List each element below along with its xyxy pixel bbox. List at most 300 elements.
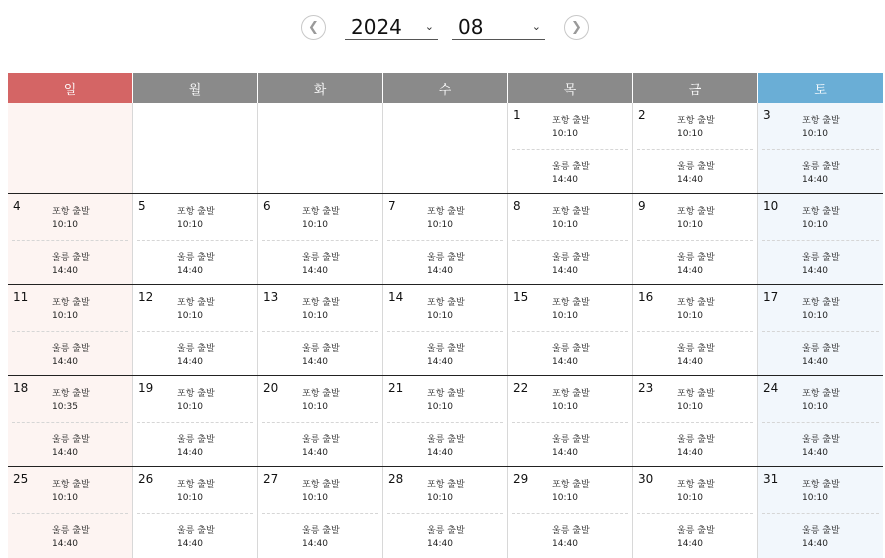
- slot-divider: [12, 331, 128, 332]
- departure-label: 울릉 출발: [302, 526, 340, 536]
- year-value: 2024: [351, 14, 402, 39]
- day-number: 21: [388, 381, 404, 395]
- calendar-week: [8, 467, 883, 558]
- departure-label: 포항 출발: [677, 116, 715, 126]
- day-number: 16: [638, 290, 654, 304]
- slot-divider: [512, 240, 628, 241]
- departure-label: 포항 출발: [552, 298, 590, 308]
- weekday-thu: 목: [508, 73, 633, 103]
- departure-time: 14:40: [677, 175, 703, 185]
- empty-day-cell: [258, 103, 383, 193]
- departure-label: 포항 출발: [677, 480, 715, 490]
- departure-slot: [177, 343, 215, 369]
- day-number: 23: [638, 381, 654, 395]
- day-number: 24: [763, 381, 779, 395]
- departure-label: 울릉 출발: [177, 435, 215, 445]
- departure-time: 10:10: [677, 129, 703, 139]
- departure-time: 14:40: [302, 539, 328, 549]
- day-number: 27: [263, 472, 279, 486]
- departure-slot: [552, 343, 590, 369]
- departure-time: 14:40: [52, 266, 78, 276]
- departure-time: 14:40: [552, 266, 578, 276]
- day-number: 26: [138, 472, 154, 486]
- slot-divider: [137, 513, 253, 514]
- departure-label: 포항 출발: [52, 389, 90, 399]
- day-number: 1: [513, 108, 521, 122]
- departure-label: 울릉 출발: [302, 435, 340, 445]
- departure-time: 14:40: [177, 448, 203, 458]
- departure-time: 10:10: [552, 311, 578, 321]
- departure-slot: [552, 525, 590, 551]
- day-number: 9: [638, 199, 646, 213]
- departure-time: 10:10: [552, 402, 578, 412]
- calendar-week: [8, 376, 883, 467]
- departure-time: 10:10: [52, 311, 78, 321]
- departure-time: 14:40: [802, 175, 828, 185]
- departure-slot: [52, 525, 90, 551]
- departure-time: 10:10: [677, 402, 703, 412]
- departure-slot: [677, 206, 715, 232]
- departure-label: 포항 출발: [552, 207, 590, 217]
- departure-label: 울릉 출발: [52, 435, 90, 445]
- departure-slot: [802, 434, 840, 460]
- departure-label: 포항 출발: [677, 207, 715, 217]
- day-cell[interactable]: [383, 285, 508, 375]
- day-cell[interactable]: [383, 467, 508, 558]
- departure-time: 10:10: [177, 220, 203, 230]
- departure-time: 10:10: [427, 311, 453, 321]
- departure-label: 포항 출발: [177, 207, 215, 217]
- departure-slot: [427, 297, 465, 323]
- departure-time: 14:40: [552, 175, 578, 185]
- departure-label: 포항 출발: [302, 298, 340, 308]
- departure-time: 14:40: [802, 266, 828, 276]
- slot-divider: [387, 513, 503, 514]
- departure-slot: [52, 206, 90, 232]
- departure-time: 10:10: [302, 493, 328, 503]
- departure-slot: [802, 525, 840, 551]
- departure-time: 10:10: [677, 493, 703, 503]
- departure-label: 울릉 출발: [427, 253, 465, 263]
- departure-label: 울릉 출발: [177, 344, 215, 354]
- day-cell[interactable]: [258, 376, 383, 466]
- day-number: 3: [763, 108, 771, 122]
- departure-time: 14:40: [52, 539, 78, 549]
- departure-slot: [677, 479, 715, 505]
- day-cell[interactable]: [633, 103, 758, 193]
- departure-slot: [677, 161, 715, 187]
- departure-time: 14:40: [302, 448, 328, 458]
- slot-divider: [512, 331, 628, 332]
- day-number: 7: [388, 199, 396, 213]
- departure-slot: [52, 252, 90, 278]
- departure-slot: [177, 297, 215, 323]
- day-cell[interactable]: [383, 194, 508, 284]
- departure-slot: [177, 252, 215, 278]
- calendar-week: [8, 285, 883, 376]
- departure-slot: [52, 343, 90, 369]
- departure-time: 14:40: [427, 357, 453, 367]
- departure-time: 14:40: [677, 539, 703, 549]
- departure-label: 포항 출발: [802, 480, 840, 490]
- day-number: 19: [138, 381, 154, 395]
- departure-label: 울릉 출발: [552, 435, 590, 445]
- departure-label: 포항 출발: [52, 207, 90, 217]
- departure-time: 14:40: [427, 266, 453, 276]
- departure-time: 10:10: [802, 220, 828, 230]
- departure-label: 울릉 출발: [677, 162, 715, 172]
- departure-label: 울릉 출발: [427, 344, 465, 354]
- departure-slot: [802, 479, 840, 505]
- departure-slot: [177, 206, 215, 232]
- day-number: 29: [513, 472, 529, 486]
- departure-label: 울릉 출발: [677, 344, 715, 354]
- departure-slot: [427, 434, 465, 460]
- departure-slot: [552, 115, 590, 141]
- departure-slot: [177, 388, 215, 414]
- departure-label: 울릉 출발: [427, 435, 465, 445]
- slot-divider: [137, 422, 253, 423]
- departure-label: 울릉 출발: [552, 253, 590, 263]
- slot-divider: [387, 331, 503, 332]
- slot-divider: [12, 240, 128, 241]
- departure-time: 14:40: [552, 539, 578, 549]
- calendar-week: [8, 194, 883, 285]
- departure-time: 14:40: [427, 448, 453, 458]
- departure-time: 10:10: [177, 493, 203, 503]
- departure-time: 14:40: [177, 266, 203, 276]
- departure-label: 울릉 출발: [177, 253, 215, 263]
- departure-label: 울릉 출발: [677, 526, 715, 536]
- departure-label: 포항 출발: [677, 298, 715, 308]
- day-cell[interactable]: [133, 285, 258, 375]
- departure-time: 10:10: [802, 402, 828, 412]
- departure-slot: [177, 479, 215, 505]
- departure-time: 14:40: [802, 357, 828, 367]
- departure-time: 14:40: [52, 448, 78, 458]
- day-cell[interactable]: [633, 285, 758, 375]
- departure-time: 14:40: [177, 539, 203, 549]
- departure-label: 포항 출발: [52, 298, 90, 308]
- departure-slot: [52, 434, 90, 460]
- departure-label: 포항 출발: [427, 298, 465, 308]
- slot-divider: [762, 240, 879, 241]
- departure-slot: [677, 252, 715, 278]
- departure-time: 14:40: [52, 357, 78, 367]
- slot-divider: [512, 513, 628, 514]
- departure-slot: [427, 388, 465, 414]
- departure-label: 울릉 출발: [302, 344, 340, 354]
- departure-slot: [552, 434, 590, 460]
- day-cell[interactable]: [508, 376, 633, 466]
- slot-divider: [262, 331, 378, 332]
- chevron-down-icon: ⌄: [531, 20, 541, 33]
- slot-divider: [637, 240, 753, 241]
- departure-time: 10:10: [302, 220, 328, 230]
- departure-slot: [427, 252, 465, 278]
- departure-time: 14:40: [427, 539, 453, 549]
- slot-divider: [137, 240, 253, 241]
- departure-time: 10:10: [802, 311, 828, 321]
- departure-time: 10:35: [52, 402, 78, 412]
- prev-month-button[interactable]: [301, 15, 326, 40]
- day-number: 14: [388, 290, 404, 304]
- departure-slot: [552, 388, 590, 414]
- departure-label: 포항 출발: [552, 116, 590, 126]
- departure-slot: [802, 297, 840, 323]
- chevron-down-icon: ⌄: [424, 20, 434, 33]
- departure-time: 10:10: [677, 220, 703, 230]
- day-number: 31: [763, 472, 779, 486]
- departure-slot: [677, 115, 715, 141]
- departure-time: 10:10: [427, 402, 453, 412]
- departure-slot: [677, 343, 715, 369]
- month-value: 08: [458, 14, 484, 39]
- departure-slot: [552, 206, 590, 232]
- day-number: 22: [513, 381, 529, 395]
- day-cell[interactable]: [758, 467, 883, 558]
- day-number: 30: [638, 472, 654, 486]
- day-cell[interactable]: [758, 194, 883, 284]
- departure-label: 포항 출발: [427, 207, 465, 217]
- month-navigation: [0, 0, 885, 60]
- departure-time: 14:40: [802, 539, 828, 549]
- departure-label: 포항 출발: [427, 480, 465, 490]
- departure-label: 포항 출발: [302, 207, 340, 217]
- weekday-sat: 토: [758, 73, 883, 103]
- slot-divider: [262, 422, 378, 423]
- weekday-header: [8, 73, 883, 103]
- departure-slot: [52, 388, 90, 414]
- departure-slot: [177, 525, 215, 551]
- departure-label: 울릉 출발: [677, 253, 715, 263]
- departure-time: 10:10: [427, 493, 453, 503]
- departure-time: 14:40: [677, 357, 703, 367]
- departure-slot: [52, 479, 90, 505]
- day-cell[interactable]: [633, 376, 758, 466]
- day-cell[interactable]: [133, 376, 258, 466]
- departure-slot: [802, 115, 840, 141]
- departure-slot: [427, 206, 465, 232]
- departure-label: 울릉 출발: [802, 344, 840, 354]
- day-cell[interactable]: [508, 194, 633, 284]
- departure-slot: [677, 297, 715, 323]
- slot-divider: [262, 240, 378, 241]
- departure-label: 울릉 출발: [802, 435, 840, 445]
- day-cell[interactable]: [508, 103, 633, 193]
- departure-slot: [552, 252, 590, 278]
- departure-time: 10:10: [52, 493, 78, 503]
- day-cell[interactable]: [258, 467, 383, 558]
- departure-label: 포항 출발: [802, 207, 840, 217]
- day-cell[interactable]: [8, 376, 133, 466]
- departure-time: 14:40: [552, 357, 578, 367]
- departure-label: 포항 출발: [177, 480, 215, 490]
- departure-label: 울릉 출발: [302, 253, 340, 263]
- day-number: 11: [13, 290, 29, 304]
- departure-label: 울릉 출발: [552, 162, 590, 172]
- day-number: 10: [763, 199, 779, 213]
- departure-label: 포항 출발: [302, 389, 340, 399]
- departure-time: 14:40: [677, 266, 703, 276]
- departure-slot: [677, 388, 715, 414]
- departure-slot: [302, 525, 340, 551]
- slot-divider: [637, 422, 753, 423]
- day-number: 25: [13, 472, 29, 486]
- departure-label: 포항 출발: [677, 389, 715, 399]
- day-cell[interactable]: [8, 285, 133, 375]
- day-number: 6: [263, 199, 271, 213]
- departure-slot: [677, 525, 715, 551]
- departure-label: 울릉 출발: [552, 526, 590, 536]
- slot-divider: [512, 422, 628, 423]
- calendar-week: [8, 103, 883, 194]
- day-cell[interactable]: [758, 103, 883, 193]
- departure-slot: [427, 525, 465, 551]
- departure-label: 포항 출발: [52, 480, 90, 490]
- departure-label: 포항 출발: [802, 389, 840, 399]
- chevron-left-icon: ❮: [308, 20, 319, 35]
- departure-label: 포항 출발: [552, 480, 590, 490]
- departure-slot: [802, 388, 840, 414]
- departure-time: 14:40: [302, 357, 328, 367]
- day-cell[interactable]: [8, 194, 133, 284]
- departure-label: 포항 출발: [802, 116, 840, 126]
- departure-label: 울릉 출발: [802, 253, 840, 263]
- departure-time: 10:10: [177, 311, 203, 321]
- day-number: 5: [138, 199, 146, 213]
- departure-slot: [427, 479, 465, 505]
- empty-day-cell: [133, 103, 258, 193]
- day-cell[interactable]: [258, 285, 383, 375]
- month-select[interactable]: [452, 14, 545, 40]
- day-cell[interactable]: [508, 285, 633, 375]
- calendar-weeks: [8, 103, 883, 558]
- departure-label: 울릉 출발: [802, 162, 840, 172]
- day-number: 12: [138, 290, 154, 304]
- departure-slot: [302, 297, 340, 323]
- next-month-button[interactable]: [564, 15, 589, 40]
- empty-day-cell: [8, 103, 133, 193]
- slot-divider: [137, 331, 253, 332]
- departure-slot: [552, 479, 590, 505]
- departure-slot: [677, 434, 715, 460]
- weekday-fri: 금: [633, 73, 758, 103]
- day-cell[interactable]: [758, 376, 883, 466]
- day-number: 2: [638, 108, 646, 122]
- day-cell[interactable]: [8, 467, 133, 558]
- departure-slot: [552, 297, 590, 323]
- day-number: 13: [263, 290, 279, 304]
- departure-slot: [302, 388, 340, 414]
- day-cell[interactable]: [133, 194, 258, 284]
- departure-slot: [177, 434, 215, 460]
- day-cell[interactable]: [508, 467, 633, 558]
- slot-divider: [762, 331, 879, 332]
- day-number: 8: [513, 199, 521, 213]
- day-number: 17: [763, 290, 779, 304]
- departure-time: 14:40: [552, 448, 578, 458]
- departure-slot: [52, 297, 90, 323]
- weekday-wed: 수: [383, 73, 508, 103]
- departure-slot: [552, 161, 590, 187]
- slot-divider: [637, 331, 753, 332]
- departure-time: 10:10: [802, 129, 828, 139]
- departure-slot: [302, 343, 340, 369]
- departure-slot: [302, 434, 340, 460]
- day-number: 28: [388, 472, 404, 486]
- weekday-sun: 일: [8, 73, 133, 103]
- year-select[interactable]: [345, 14, 438, 40]
- departure-label: 울릉 출발: [427, 526, 465, 536]
- day-cell[interactable]: [383, 376, 508, 466]
- chevron-right-icon: ❯: [571, 20, 582, 35]
- slot-divider: [262, 513, 378, 514]
- day-number: 4: [13, 199, 21, 213]
- departure-time: 10:10: [427, 220, 453, 230]
- departure-time: 14:40: [302, 266, 328, 276]
- slot-divider: [637, 513, 753, 514]
- weekday-tue: 화: [258, 73, 383, 103]
- day-cell[interactable]: [633, 194, 758, 284]
- departure-label: 포항 출발: [302, 480, 340, 490]
- departure-label: 울릉 출발: [52, 253, 90, 263]
- departure-time: 10:10: [552, 220, 578, 230]
- day-cell[interactable]: [258, 194, 383, 284]
- slot-divider: [387, 240, 503, 241]
- departure-label: 울릉 출발: [177, 526, 215, 536]
- departure-time: 14:40: [177, 357, 203, 367]
- slot-divider: [12, 422, 128, 423]
- departure-label: 울릉 출발: [802, 526, 840, 536]
- departure-time: 10:10: [177, 402, 203, 412]
- departure-label: 울릉 출발: [52, 526, 90, 536]
- slot-divider: [762, 149, 879, 150]
- day-cell[interactable]: [758, 285, 883, 375]
- departure-label: 울릉 출발: [52, 344, 90, 354]
- slot-divider: [762, 422, 879, 423]
- day-number: 20: [263, 381, 279, 395]
- departure-time: 14:40: [802, 448, 828, 458]
- departure-time: 10:10: [302, 311, 328, 321]
- empty-day-cell: [383, 103, 508, 193]
- departure-label: 포항 출발: [177, 389, 215, 399]
- departure-time: 10:10: [52, 220, 78, 230]
- departure-label: 포항 출발: [802, 298, 840, 308]
- departure-time: 10:10: [302, 402, 328, 412]
- calendar-grid: [8, 73, 883, 558]
- departure-time: 10:10: [677, 311, 703, 321]
- departure-label: 포항 출발: [177, 298, 215, 308]
- day-cell[interactable]: [633, 467, 758, 558]
- departure-label: 울릉 출발: [677, 435, 715, 445]
- day-cell[interactable]: [133, 467, 258, 558]
- departure-time: 10:10: [552, 493, 578, 503]
- day-number: 15: [513, 290, 529, 304]
- departure-time: 14:40: [677, 448, 703, 458]
- departure-label: 포항 출발: [552, 389, 590, 399]
- departure-label: 포항 출발: [427, 389, 465, 399]
- departure-slot: [802, 206, 840, 232]
- departure-slot: [802, 343, 840, 369]
- slot-divider: [637, 149, 753, 150]
- departure-slot: [802, 161, 840, 187]
- departure-slot: [302, 479, 340, 505]
- departure-label: 울릉 출발: [552, 344, 590, 354]
- departure-slot: [302, 206, 340, 232]
- weekday-mon: 월: [133, 73, 258, 103]
- departure-slot: [302, 252, 340, 278]
